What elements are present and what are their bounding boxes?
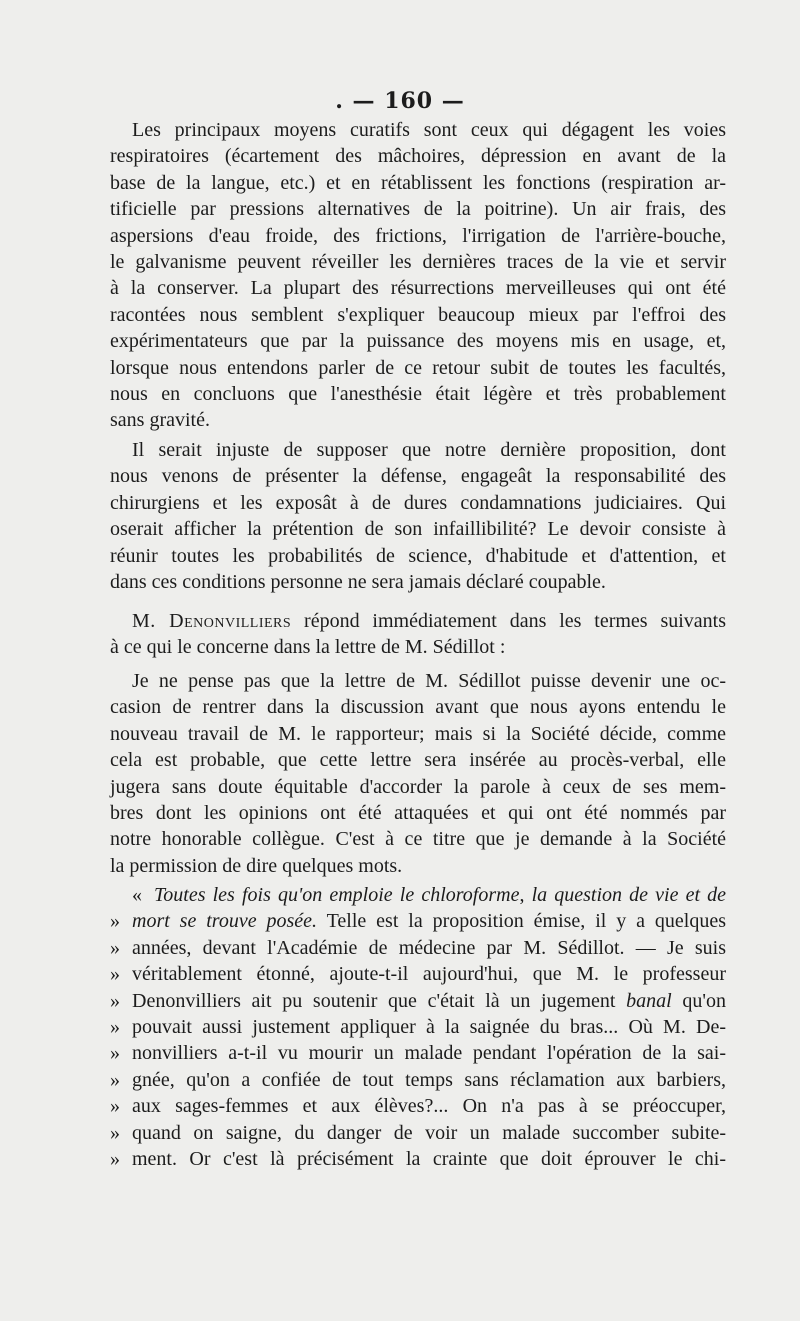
- italic-text: Toutes les fois qu'on emploie le chloroforme: [154, 884, 520, 906]
- text-line: Il serait injuste de supposer que notre dernière proposition, dont: [132, 439, 726, 461]
- text-line: lorsque nous entendons parler de ce retour subit de toutes les facultés,: [110, 356, 726, 379]
- text-fragment: ,: [519, 884, 532, 906]
- text-line: la permission de dire quelques mots.: [110, 854, 403, 877]
- text-line: à la conserver. La plupart des résurrections merveilleuses qui ont été: [110, 277, 726, 300]
- text-line: racontées nous semblent s'expliquer beaucoup mieux par l'effroi des: [110, 303, 726, 326]
- quote-mark: »: [110, 1095, 120, 1118]
- text-line: [110, 1014, 726, 1040]
- text-line: le galvanisme peuvent réveiller les dernières traces de la vie et servir: [110, 250, 726, 273]
- text-line: casion de rentrer dans la discussion avant que nous ayons entendu le: [110, 696, 726, 719]
- text-line: Je ne pense pas que la lettre de M. Sédillot puisse devenir une oc-: [132, 670, 726, 692]
- paragraph-4: [110, 668, 726, 879]
- text-line: base de la langue, etc.) et en rétablissent les fonctions (respiration ar-: [110, 171, 726, 194]
- text-line: oserait afficher la prétention de son infaillibilité? Le devoir consiste à: [110, 518, 726, 541]
- quote-mark: «: [132, 884, 142, 906]
- text-line: [110, 1120, 726, 1146]
- text-line: jugera sans doute équitable d'accorder la parole à ceux de ses mem-: [110, 775, 726, 798]
- text-line: [110, 908, 726, 934]
- page-number: . — 160 —: [335, 88, 465, 114]
- text-fragment: répond immédiatement dans les termes suivants: [291, 610, 727, 632]
- text-line: Les principaux moyens curatifs sont ceux qui dégagent les voies: [132, 119, 726, 141]
- text-fragment: gnée, qu'on a confiée de tout temps sans réclamation aux barbiers,: [132, 1068, 726, 1091]
- text-line: [110, 608, 726, 634]
- text-fragment: qu'on: [671, 989, 726, 1012]
- text-line: nouveau travail de M. le rapporteur; mais si la Société décide, comme: [110, 722, 726, 745]
- speaker-name: M. Denonvilliers: [132, 610, 292, 632]
- text-fragment: Telle est la proposition émise, il y a quelques: [317, 910, 726, 933]
- quote-mark: »: [110, 1015, 120, 1038]
- text-fragment: Denonvilliers ait pu soutenir que c'était là un jugement: [132, 989, 627, 1012]
- text-line: [110, 882, 726, 908]
- text-fragment: pouvait aussi justement appliquer à la saignée du bras... Où M. De-: [132, 1015, 726, 1038]
- paragraph-2: [110, 437, 726, 595]
- quote-mark: »: [110, 1121, 120, 1144]
- quote-mark: »: [110, 936, 120, 959]
- quote-mark: »: [110, 963, 120, 986]
- text-line: à ce qui le concerne dans la lettre de M. Sédillot :: [110, 636, 506, 659]
- text-line: cela est probable, que cette lettre sera insérée au procès-verbal, elle: [110, 749, 726, 772]
- text-fragment: années, devant l'Académie de médecine par M. Sédillot. — Je suis: [132, 936, 726, 959]
- quote-mark: »: [110, 910, 120, 933]
- text-fragment: véritablement étonné, ajoute-t-il aujourd'hui, que M. le professeur: [132, 963, 726, 986]
- text-line: chirurgiens et les exposât à de dures condamnations judiciaires. Qui: [110, 491, 726, 514]
- italic-text: mort se trouve posée.: [132, 910, 318, 933]
- text-line: notre honorable collègue. C'est à ce titre que je demande à la Société: [110, 828, 726, 851]
- paragraph-3: [110, 608, 726, 661]
- text-line: nous en concluons que l'anesthésie était légère et très probablement: [110, 382, 726, 405]
- text-line: aspersions d'eau froide, des frictions, l'irrigation de l'arrière-bouche,: [110, 224, 726, 247]
- text-fragment: quand on saigne, du danger de voir un malade succomber subite-: [132, 1121, 726, 1144]
- text-line: tificielle par pressions alternatives de la poitrine). Un air frais, des: [110, 198, 726, 221]
- text-line: sans gravité.: [110, 409, 210, 432]
- paragraph-1: [110, 117, 726, 434]
- quote-mark: »: [110, 1068, 120, 1091]
- text-line: [110, 1093, 726, 1119]
- text-line: nous venons de présenter la défense, engageât la responsabilité des: [110, 465, 726, 488]
- text-line: bres dont les opinions ont été attaquées et qui ont été nommés par: [110, 801, 726, 824]
- text-fragment: ment. Or c'est là précisément la crainte que doit éprouver le chi-: [132, 1147, 726, 1170]
- text-fragment: nonvilliers a-t-il vu mourir un malade pendant l'opération de la sai-: [132, 1042, 726, 1065]
- text-fragment: aux sages-femmes et aux élèves?... On n'a pas à se préoccuper,: [132, 1095, 726, 1118]
- quote-mark: »: [110, 1042, 120, 1065]
- italic-text: banal: [626, 989, 672, 1012]
- quote-mark: »: [110, 1147, 120, 1170]
- text-line: respiratoires (écartement des mâchoires, dépression en avant de la: [110, 145, 726, 168]
- text-line: [110, 961, 726, 987]
- text-line: [110, 935, 726, 961]
- text-line: [110, 1040, 726, 1066]
- text-line: expérimentateurs que par la puissance des moyens mis en usage, et,: [110, 330, 726, 353]
- text-line: [110, 988, 726, 1014]
- italic-text: la question de vie et de: [531, 884, 727, 906]
- text-line: [110, 1146, 726, 1172]
- text-line: dans ces conditions personne ne sera jamais déclaré coupable.: [110, 570, 606, 593]
- text-line: [110, 1067, 726, 1093]
- quotation: [110, 882, 726, 1172]
- quote-mark: »: [110, 989, 120, 1012]
- text-line: réunir toutes les probabilités de science, d'habitude et d'attention, et: [110, 544, 726, 567]
